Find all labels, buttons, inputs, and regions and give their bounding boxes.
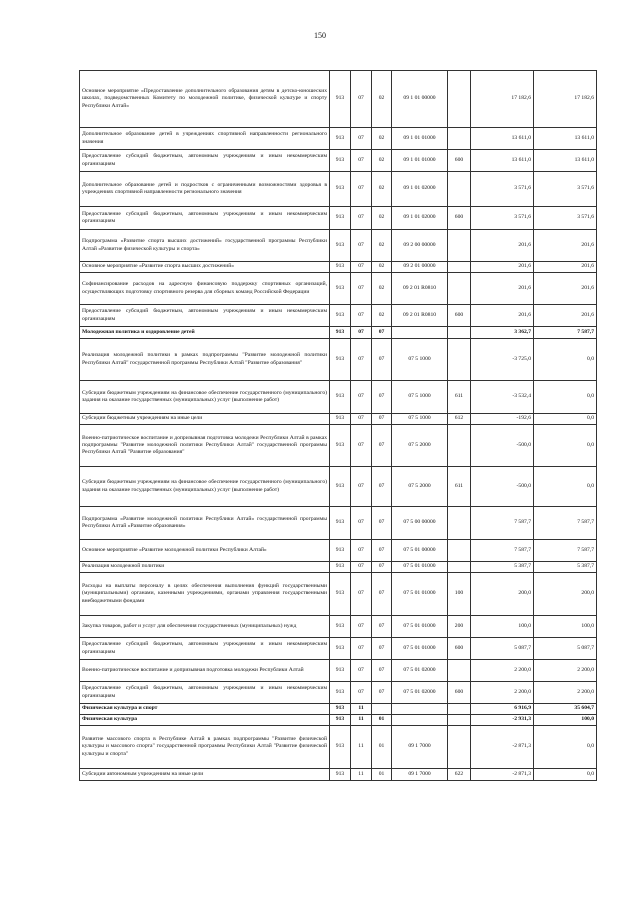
row-ministry-cell: 913 [330,128,351,150]
row-ministry-cell: 913 [330,704,351,715]
row-section-cell: 07 [351,339,372,381]
row-section-cell: 07 [351,207,372,230]
table-row [80,540,597,562]
row-expense-type-cell [448,172,471,207]
row-subsection-cell: 02 [372,273,392,305]
table-row [80,128,597,150]
row-expense-type-cell [448,425,471,467]
table-row [80,660,597,682]
row-ministry-cell: 913 [330,715,351,726]
table-row [80,616,597,638]
row-name-cell: Реализация молодежной политики [80,562,330,573]
row-name-cell: Предоставление субсидий бюджетным, автономным учреждениям и иным некоммерческим организациям [80,305,330,327]
row-expense-type-cell: 600 [448,150,471,172]
row-section-cell: 11 [351,726,372,769]
row-subsection-cell: 01 [372,715,392,726]
row-name-cell: Развитие массового спорта в Республике Алтай в рамках подпрограммы "Развитие физической культуры и массового спорта" государственной программы Республики Алтай "Развитие физической культуры и спорта" [80,726,330,769]
row-amount-1-cell: -3 725,0 [471,339,534,381]
row-amount-1-cell: 201,6 [471,262,534,273]
row-target-cell [392,704,448,715]
row-amount-1-cell: 2 200,0 [471,682,534,704]
row-target-cell: 09 1 01 02000 [392,207,448,230]
row-amount-2-cell: 201,6 [534,273,597,305]
table-row [80,638,597,660]
table-row [80,715,597,726]
row-ministry-cell: 913 [330,726,351,769]
row-section-cell: 07 [351,150,372,172]
row-subsection-cell: 07 [372,467,392,507]
row-target-cell: 09 1 7000 [392,726,448,769]
table-row [80,305,597,327]
row-amount-1-cell: -3 532,4 [471,381,534,414]
row-subsection-cell: 07 [372,562,392,573]
row-name-cell: Дополнительное образование детей в учреждениях спортивной направленности регионального значения [80,128,330,150]
row-target-cell: 09 1 01 01000 [392,150,448,172]
page-number: 150 [314,31,326,40]
row-section-cell: 07 [351,414,372,425]
row-subsection-cell: 02 [372,230,392,262]
row-target-cell: 07 5 01 01000 [392,562,448,573]
table-row [80,414,597,425]
row-amount-2-cell: 100,0 [534,616,597,638]
row-ministry-cell: 913 [330,660,351,682]
row-expense-type-cell [448,128,471,150]
row-amount-1-cell: 3 571,6 [471,172,534,207]
row-name-cell: Физическая культура [80,715,330,726]
row-ministry-cell: 913 [330,573,351,616]
row-subsection-cell: 07 [372,638,392,660]
row-name-cell: Расходы на выплаты персоналу в целях обеспечения выполнения функций государственными (муниципальными) органами, казенными учреждениями, органами управления государственными внебюджетными фондами [80,573,330,616]
table-row [80,682,597,704]
row-section-cell: 07 [351,540,372,562]
row-ministry-cell: 913 [330,638,351,660]
row-expense-type-cell: 600 [448,305,471,327]
row-amount-1-cell: -2 871,3 [471,726,534,769]
row-ministry-cell: 913 [330,769,351,781]
row-name-cell: Военно-патриотическое воспитание и допризывная подготовка молодежи Республики Алтай [80,660,330,682]
row-target-cell [392,715,448,726]
row-amount-2-cell: 201,6 [534,262,597,273]
row-ministry-cell: 913 [330,562,351,573]
row-subsection-cell: 07 [372,414,392,425]
row-ministry-cell: 913 [330,327,351,339]
row-expense-type-cell [448,262,471,273]
row-target-cell: 07 5 1000 [392,339,448,381]
row-subsection-cell: 02 [372,262,392,273]
row-amount-1-cell: 5 387,7 [471,562,534,573]
row-name-cell: Основное мероприятие «Развитие спорта высших достижений» [80,262,330,273]
row-expense-type-cell: 600 [448,682,471,704]
row-amount-1-cell: 201,6 [471,230,534,262]
row-amount-2-cell: 3 571,6 [534,172,597,207]
row-subsection-cell: 02 [372,305,392,327]
row-amount-2-cell: 5 387,7 [534,562,597,573]
row-section-cell: 07 [351,71,372,128]
row-ministry-cell: 913 [330,467,351,507]
row-amount-2-cell: 17 182,6 [534,71,597,128]
row-target-cell: 07 5 1000 [392,414,448,425]
row-target-cell: 09 1 7000 [392,769,448,781]
row-expense-type-cell [448,704,471,715]
row-target-cell: 09 2 00 00000 [392,230,448,262]
row-target-cell: 09 1 01 01000 [392,128,448,150]
row-ministry-cell: 913 [330,339,351,381]
row-subsection-cell: 01 [372,726,392,769]
table-row [80,339,597,381]
row-expense-type-cell [448,327,471,339]
row-name-cell: Молодежная политика и оздоровление детей [80,327,330,339]
row-amount-1-cell: 5 087,7 [471,638,534,660]
row-amount-2-cell: 0,0 [534,339,597,381]
row-ministry-cell: 913 [330,230,351,262]
row-ministry-cell: 913 [330,507,351,540]
row-subsection-cell: 07 [372,381,392,414]
row-subsection-cell: 02 [372,150,392,172]
row-amount-2-cell: 0,0 [534,414,597,425]
row-amount-2-cell: 5 087,7 [534,638,597,660]
row-target-cell: 07 5 1000 [392,381,448,414]
row-expense-type-cell [448,273,471,305]
table-row [80,230,597,262]
row-amount-2-cell: 0,0 [534,726,597,769]
row-expense-type-cell [448,715,471,726]
row-amount-1-cell: 201,6 [471,305,534,327]
row-subsection-cell: 02 [372,128,392,150]
table-row [80,726,597,769]
row-expense-type-cell [448,726,471,769]
row-amount-2-cell: 0,0 [534,425,597,467]
row-expense-type-cell [448,230,471,262]
row-ministry-cell: 913 [330,425,351,467]
table-row [80,327,597,339]
row-section-cell: 07 [351,305,372,327]
table-row [80,71,597,128]
row-amount-2-cell: 2 200,0 [534,660,597,682]
row-name-cell: Основное мероприятие «Развитие молодежной политики Республики Алтай» [80,540,330,562]
row-amount-1-cell: -500,0 [471,425,534,467]
row-target-cell: 07 5 2000 [392,467,448,507]
row-expense-type-cell [448,660,471,682]
row-name-cell: Софинансирование расходов на адресную финансовую поддержку спортивных организаций, осуществляющих подготовку спортивного резерва для сборных команд Российской Федерации [80,273,330,305]
row-name-cell: Закупка товаров, работ и услуг для обеспечения государственных (муниципальных) нужд [80,616,330,638]
row-subsection-cell: 02 [372,71,392,128]
row-target-cell: 07 5 01 00000 [392,540,448,562]
row-section-cell: 07 [351,381,372,414]
row-target-cell: 07 5 01 01000 [392,616,448,638]
row-section-cell: 07 [351,562,372,573]
row-amount-2-cell: 201,6 [534,230,597,262]
row-ministry-cell: 913 [330,207,351,230]
row-ministry-cell: 913 [330,150,351,172]
row-name-cell: Предоставление субсидий бюджетным, автономным учреждениям и иным некоммерческим организациям [80,150,330,172]
row-section-cell: 07 [351,262,372,273]
row-section-cell: 07 [351,682,372,704]
row-target-cell: 07 5 01 01000 [392,638,448,660]
table-row [80,507,597,540]
table-row [80,207,597,230]
row-section-cell: 07 [351,273,372,305]
row-subsection-cell: 07 [372,507,392,540]
table-row [80,573,597,616]
row-amount-2-cell: 3 571,6 [534,207,597,230]
table-row [80,562,597,573]
table-row [80,273,597,305]
row-amount-2-cell: 0,0 [534,381,597,414]
row-amount-2-cell: 201,6 [534,305,597,327]
row-target-cell: 07 5 2000 [392,425,448,467]
row-amount-1-cell: 3 362,7 [471,327,534,339]
row-amount-2-cell: 0,0 [534,467,597,507]
table-row [80,262,597,273]
row-name-cell: Реализация молодежной политики в рамках подпрограммы "Развитие молодежной политики Республики Алтай" государственной программы Республики Алтай "Развитие образования" [80,339,330,381]
row-amount-1-cell: 7 587,7 [471,507,534,540]
row-section-cell: 07 [351,172,372,207]
row-name-cell: Субсидии бюджетным учреждениям на иные цели [80,414,330,425]
row-target-cell: 09 1 01 00000 [392,71,448,128]
row-section-cell: 11 [351,715,372,726]
row-target-cell: 07 5 01 02000 [392,682,448,704]
row-ministry-cell: 913 [330,71,351,128]
row-amount-1-cell: 6 916,9 [471,704,534,715]
row-amount-1-cell: -500,0 [471,467,534,507]
row-amount-2-cell: 13 611,0 [534,150,597,172]
row-section-cell: 11 [351,704,372,715]
row-target-cell: 09 2 01 R0810 [392,305,448,327]
row-expense-type-cell: 100 [448,573,471,616]
row-ministry-cell: 913 [330,273,351,305]
row-section-cell: 07 [351,327,372,339]
row-section-cell: 07 [351,507,372,540]
row-amount-1-cell: 200,0 [471,573,534,616]
row-amount-1-cell: -2 931,3 [471,715,534,726]
budget-table [79,70,597,781]
row-section-cell: 07 [351,230,372,262]
row-subsection-cell [372,704,392,715]
row-subsection-cell: 02 [372,207,392,230]
row-target-cell [392,327,448,339]
row-subsection-cell: 07 [372,573,392,616]
row-amount-2-cell: 200,0 [534,573,597,616]
row-ministry-cell: 913 [330,172,351,207]
row-expense-type-cell: 611 [448,381,471,414]
row-subsection-cell: 07 [372,327,392,339]
table-row [80,704,597,715]
row-subsection-cell: 07 [372,616,392,638]
row-ministry-cell: 913 [330,682,351,704]
row-subsection-cell: 07 [372,425,392,467]
row-amount-1-cell: -192,6 [471,414,534,425]
table-row [80,425,597,467]
row-name-cell: Предоставление субсидий бюджетным, автономным учреждениям и иным некоммерческим организациям [80,207,330,230]
row-amount-1-cell: 17 182,6 [471,71,534,128]
row-section-cell: 07 [351,638,372,660]
row-expense-type-cell: 622 [448,769,471,781]
row-amount-2-cell: 7 587,7 [534,507,597,540]
row-amount-2-cell: 2 200,0 [534,682,597,704]
row-expense-type-cell [448,339,471,381]
row-name-cell: Предоставление субсидий бюджетным, автономным учреждениям и иным некоммерческим организациям [80,638,330,660]
row-expense-type-cell: 612 [448,414,471,425]
row-amount-2-cell: 0,0 [534,769,597,781]
row-subsection-cell: 02 [372,172,392,207]
row-amount-1-cell: 7 587,7 [471,540,534,562]
row-amount-1-cell: 13 611,0 [471,150,534,172]
row-expense-type-cell [448,507,471,540]
row-name-cell: Основное мероприятие «Предоставление дополнительного образования детям в детско-юношеских школах, подведомственных Комитету по молодежной политике, физической культуре и спорту Республики Алтай» [80,71,330,128]
row-section-cell: 07 [351,128,372,150]
row-name-cell: Субсидии бюджетным учреждениям на финансовое обеспечение государственного (муниципального) задания на оказание государственных (муниципальных) услуг (выполнение работ) [80,381,330,414]
row-section-cell: 07 [351,616,372,638]
row-ministry-cell: 913 [330,540,351,562]
row-expense-type-cell: 600 [448,207,471,230]
table-row [80,172,597,207]
row-ministry-cell: 913 [330,414,351,425]
row-name-cell: Военно-патриотическое воспитание и допризывная подготовка молодежи Республики Алтай в рамках подпрограммы "Развитие молодежной политики Республики Алтай" государственной программы Республики Алтай "Развитие образования" [80,425,330,467]
row-expense-type-cell [448,562,471,573]
row-subsection-cell: 07 [372,540,392,562]
row-target-cell: 09 1 01 02000 [392,172,448,207]
row-section-cell: 11 [351,769,372,781]
row-amount-2-cell: 35 604,7 [534,704,597,715]
table-row [80,467,597,507]
row-amount-2-cell: 7 587,7 [534,327,597,339]
row-ministry-cell: 913 [330,381,351,414]
row-name-cell: Подпрограмма «Развитие молодежной политики Республики Алтай» государственной программы Республики Алтай «Развитие образования» [80,507,330,540]
row-target-cell: 09 2 01 R0810 [392,273,448,305]
row-expense-type-cell: 611 [448,467,471,507]
row-amount-1-cell: 13 611,0 [471,128,534,150]
row-expense-type-cell: 200 [448,616,471,638]
row-expense-type-cell [448,540,471,562]
row-target-cell: 09 2 01 00000 [392,262,448,273]
row-amount-2-cell: 13 611,0 [534,128,597,150]
row-name-cell: Субсидии бюджетным учреждениям на финансовое обеспечение государственного (муниципального) задания на оказание государственных (муниципальных) услуг (выполнение работ) [80,467,330,507]
table-row [80,769,597,781]
row-target-cell: 07 5 00 00000 [392,507,448,540]
row-subsection-cell: 07 [372,339,392,381]
row-section-cell: 07 [351,425,372,467]
row-subsection-cell: 07 [372,660,392,682]
row-subsection-cell: 07 [372,682,392,704]
row-expense-type-cell [448,71,471,128]
row-ministry-cell: 913 [330,262,351,273]
row-amount-2-cell: 7 587,7 [534,540,597,562]
row-name-cell: Подпрограмма «Развитие спорта высших достижений» государственной программы Республики Алтай «Развитие физической культуры и спорта» [80,230,330,262]
row-expense-type-cell: 600 [448,638,471,660]
row-amount-1-cell: 2 200,0 [471,660,534,682]
row-amount-1-cell: 100,0 [471,616,534,638]
row-name-cell: Субсидии автономным учреждениям на иные цели [80,769,330,781]
row-ministry-cell: 913 [330,305,351,327]
row-name-cell: Физическая культура и спорт [80,704,330,715]
row-target-cell: 07 5 01 01000 [392,573,448,616]
row-amount-2-cell: 100,0 [534,715,597,726]
row-name-cell: Дополнительное образование детей и подростков с ограниченными возможностями здоровья в учреждениях спортивной направленности регионального значения [80,172,330,207]
row-name-cell: Предоставление субсидий бюджетным, автономным учреждениям и иным некоммерческим организациям [80,682,330,704]
row-amount-1-cell: 3 571,6 [471,207,534,230]
row-section-cell: 07 [351,573,372,616]
row-amount-1-cell: 201,6 [471,273,534,305]
row-target-cell: 07 5 01 02000 [392,660,448,682]
row-subsection-cell: 01 [372,769,392,781]
row-section-cell: 07 [351,660,372,682]
row-amount-1-cell: -2 871,3 [471,769,534,781]
table-row [80,150,597,172]
row-section-cell: 07 [351,467,372,507]
row-ministry-cell: 913 [330,616,351,638]
table-row [80,381,597,414]
